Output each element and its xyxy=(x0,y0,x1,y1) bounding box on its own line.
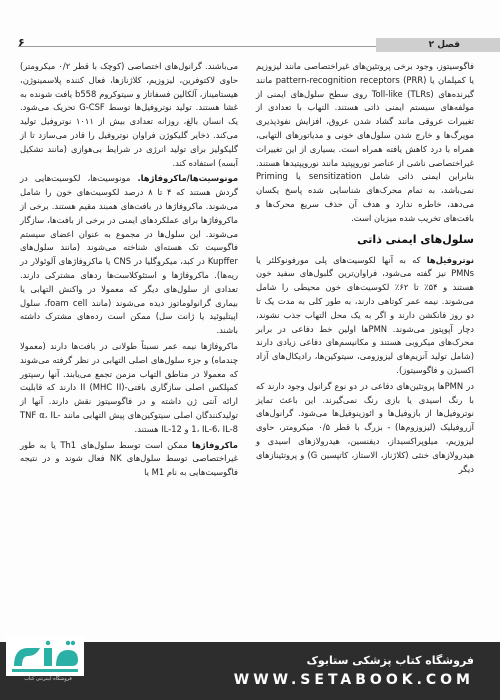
paragraph xyxy=(256,254,474,378)
header-divider xyxy=(18,46,376,47)
logo-caption: فروشگاه اینترنتی کتاب xyxy=(24,676,72,682)
term-neutrophils: نوتروفیل‌ها xyxy=(426,254,474,265)
left-column xyxy=(20,60,238,482)
setabook-logo xyxy=(6,636,84,682)
section-heading: سلول‌های ایمنی ذاتی xyxy=(357,232,474,246)
store-footer-banner xyxy=(0,642,500,700)
term-macrophages: ماکروفاژها xyxy=(191,439,238,450)
paragraph: می‌باشند. گرانول‌های اختصاصی (کوچک با قطر ۰/۲ میکرومتر) حاوی لاکتوفرین، لیزوزیم، کلاژنازها، فعال کننده پلاسمینوژن، هیستامیناز، آلکالین فسفاتاز و سیتوکروم b558 یافت شونده به غشا هستند. تولید نوتروفیل‌ها توسط G-CSF تحریک می‌شود. یک انسان بالغ، روزانه تعدادی بیش از ۱۰۱۱ نوتروفیل تولید می‌کند. ذخایر گلیکوژن فراوان نوتروفیل را قادر می‌سازد تا از گلیکولیز برای تولید انرژی در شرایط بی‌هوازی (مانند تشکیل آبسه) استفاده کند. xyxy=(20,61,238,168)
page-number: ۶ xyxy=(18,36,25,49)
paragraph: در PMNها پروتئین‌های دفاعی در دو نوع گرانول وجود دارند که با رنگ اسیدی یا بازی رنگ نمی‌گیرند. این باعث تمایز نوتروفیل‌ها از بازوفیل‌ها و ائوزینوفیل‌ها می‌شود. گرانول‌های آزروفیلیک (لیزوزوم‌ها) - بزرگ با قطر ۰/۵ میکرومتر، حاوی لیزوزیم، میلوپراکسیداز، دیفنسین، هیدرولازهای اسیدی و هیدرولازهای خنثی (کلاژناز، الاستاز، کاتپسین G) و پروتئینازهای دیگر xyxy=(256,380,475,474)
setabook-logo-icon xyxy=(6,636,84,676)
chapter-tab: فصل ۲ xyxy=(376,38,500,52)
right-column xyxy=(256,60,474,478)
paragraph xyxy=(20,172,238,338)
store-url: WWW.SETABOOK.COM xyxy=(233,672,474,688)
paragraph xyxy=(20,439,238,480)
paragraph-text: که به آنها لکوسیت‌های پلی مورفونوکلئر یا PMNs نیز گفته می‌شود، فراوان‌ترین گلبول‌های سفید خون هستند و ۵۴٪ تا ۶۲٪ لکوسیت‌های خون محیطی را شامل می‌شوند. نیمه عمر کوتاهی دارند، به طور کلی به مدت یک تا دو روز فانکشن دارند و اگر به یک محل التهاب جذب نشوند، دچار آپوپتوز می‌شوند. PMNها اولین خط دفاعی در برابر محرک‌های میکروبی هستند و مکانیسم‌های دفاعی زیادی دارند (شامل تولید آنزیم‌های لیزوزومی، سیتوکین‌ها، رادیکال‌های آزاد اکسیژن و فاگوسیتوز). xyxy=(256,254,474,375)
paragraph: فاگوسیتوز، وجود برخی پروتئین‌های غیراختصاصی مانند لیزوزیم یا کمپلمان یا pattern-recognition receptors (PRR) مانند گیرنده‌های Toll-like (TLRs) روی سطح سلول‌های ایمنی از مولفه‌های سیستم ایمنی ذاتی هستند. التهاب با تعدادی از تغییرات عروقی مانند گشاد شدن عروق، افزایش نفوذپذیری مویرگ‌ها و خارج شدن سلول‌های خونی و مدیاتورهای التهابی، همراه با درد کاهش یافته همراه است. بسیاری از این تغییرات غیراختصاصی ناشی از عناصر نوروپپتید مانند نوروپپتیدها هستند. بنابراین ایمنی ذاتی شامل sensitization یا Priming نمی‌باشد، به تمام محرک‌های شناسایی شده پاسخ یکسان می‌دهد، خاطره ندارد و هدف آن حذف سریع محرک‌ها و بافت‌های تخریب شده میزبان است. xyxy=(256,61,475,223)
paragraph: ماکروفاژها نیمه عمر نسبتاً طولانی در بافت‌ها دارند (معمولا چندماه) و جزء سلول‌های اصلی التهابی در نظر گرفته می‌شوند که معمولا در مناطق التهاب مزمن تجمع می‌یابند. آنها رسپتور کمپلکس اصلی سازگاری بافتی-II (MHC II) دارند که قابلیت ارائه آنتی ژن داشته و در فاگوسیتوز نقش دارند. آنها از تولیدکنندگان اصلی سیتوکین‌های پیش التهابی مانند TNF α، IL-1، IL-6، IL-8 و IL-12 هستند. xyxy=(20,340,239,434)
store-name: فروشگاه کتاب پزشکی ستابوک xyxy=(306,654,474,667)
term-monocytes: مونوسیت‌ها/ماکروفاژها. xyxy=(137,173,238,184)
paragraph-text: ممکن است توسط سلول‌های Th1 یا به طور غیراختصاصی توسط سلول‌های NK فعال شوند و در نتیجه فاگوسیت‌هایی به نام M1 یا xyxy=(20,439,238,478)
paragraph-text: مونوسیت‌ها، لکوسیت‌هایی در گردش هستند که ۴ تا ۸ درصد لکوسیت‌های خون را شامل می‌شوند. ماکروفاژها در بافت‌های همبند مقیم هستند. برخی از ماکروفاژها برای عملکردهای ایمنی در برخی از بافت‌ها، ساز‌گار می‌شوند. این سلول‌ها در مجموع به عنوان اعضای سیستم فاگوسیت تک هسته‌ای شناخته می‌شوند (مانند سلول‌های Kupffer در کبد، میکروگلیا در CNS یا ماکروفاژهای آلوئولار در ریه‌ها). ماکروفاژها و استئوکلاست‌ها ردهای مشترکی دارند. تعدادی از سلول‌های دیگر که معمولا در واکنش التهابی یا بیماری گرانولوماتوز دیده می‌شوند (مانند foam cell، سلول اپیتلیوئید یا ژانت سل) ممکن است رده‌های مشترک داشته باشند. xyxy=(20,173,238,336)
